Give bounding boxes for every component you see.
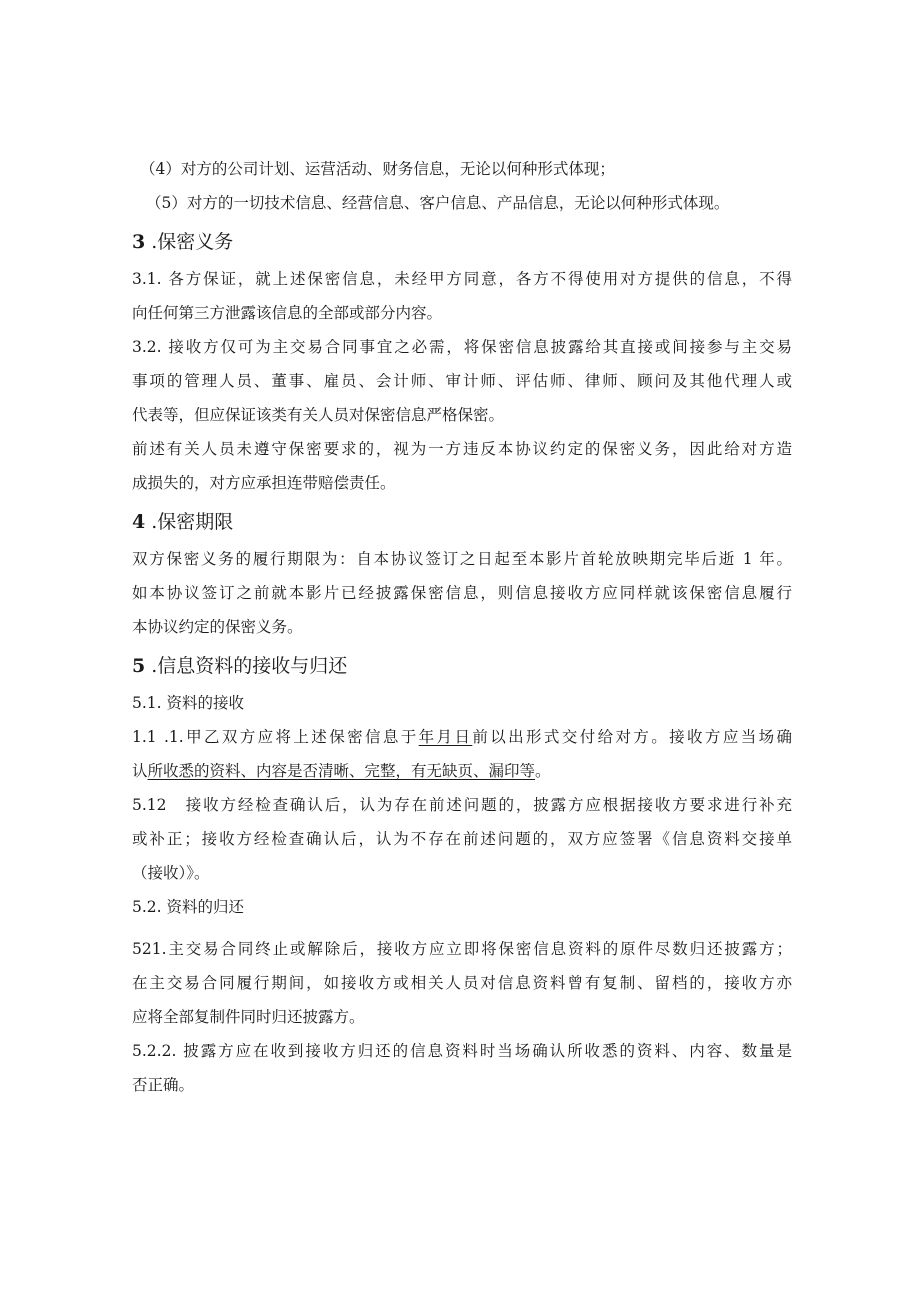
para-5-1-2-line-3: （接收）》。: [132, 864, 210, 882]
para-3-2-line-2: 事项的管理人员、董事、雇员、会计师、审计师、评估师、律师、顾问及其他代理人或: [132, 372, 792, 390]
para-5-2-2-line-2: 否正确。: [132, 1076, 195, 1094]
subsection-5-2: 5.2. 资料的归还: [132, 898, 245, 916]
para-5-2-1-line-2: 在主交易合同履行期间，如接收方或相关人员对信息资料曾有复制、留档的，接收方亦: [132, 974, 792, 992]
section-5-number: 5: [132, 655, 146, 677]
para-5-1-1-text-b: 前以出形式交付给对方。接收方应当场确: [472, 728, 792, 746]
para-5-1-2-line-2: 或补正；接收方经检查确认后，认为不存在前述问题的，双方应签署《信息资料交接单: [132, 830, 792, 848]
para-5-1-1-text-c: 认: [132, 762, 148, 780]
para-5-1-1-text-d: 。: [535, 762, 551, 780]
section-5-title: .信息资料的接收与归还: [151, 655, 348, 677]
date-blank: 年月日: [418, 728, 473, 746]
section-4-heading: [132, 504, 792, 540]
para-5-2-2-line-1: 5.2.2. 披露方应在收到接收方归还的信息资料时当场确认所收悉的资料、内容、数量是: [132, 1042, 792, 1060]
section-4-number: 4: [132, 511, 146, 533]
para-5-1-2-line-1: 5.12 接收方经检查确认后，认为存在前述问题的，披露方应根据接收方要求进行补充: [132, 796, 792, 814]
para-3-1-line-2: 向任何第三方泄露该信息的全部或部分内容。: [132, 304, 443, 322]
para-5-2-1-line-3: 应将全部复制件同时归还披露方。: [132, 1008, 365, 1026]
para-3-3-line-1: 前述有关人员未遵守保密要求的，视为一方违反本协议约定的保密义务，因此给对方造: [132, 440, 792, 458]
item-4: （4）对方的公司计划、运营活动、财务信息，无论以何种形式体现；: [140, 160, 615, 178]
item-5: （5）对方的一切技术信息、经营信息、客户信息、产品信息，无论以何种形式体现。: [146, 194, 730, 212]
para-3-2-line-1: 3.2. 接收方仅可为主交易合同事宜之必需，将保密信息披露给其直接或间接参与主交易: [132, 338, 792, 356]
para-5-1-1-line-1: [132, 720, 792, 754]
para-5-1-1-line-2: [132, 754, 792, 788]
para-4-line-3: 本协议约定的保密义务。: [132, 618, 303, 636]
section-4-title: .保密期限: [151, 511, 234, 533]
spacer: [132, 924, 792, 932]
para-3-1-line-1: 3.1. 各方保证，就上述保密信息，未经甲方同意，各方不得使用对方提供的信息，不得: [132, 270, 792, 288]
section-3-heading: [132, 224, 792, 260]
para-5-1-1-text-a: 1.1 .1.甲乙双方应将上述保密信息于: [132, 728, 419, 746]
para-3-2-line-3: 代表等，但应保证该类有关人员对保密信息严格保密。: [132, 406, 505, 424]
document-body: [132, 152, 792, 1102]
para-3-3-line-2: 成损失的，对方应承担连带赔偿责任。: [132, 474, 396, 492]
section-3-number: 3: [132, 231, 146, 253]
subsection-5-1: 5.1. 资料的接收: [132, 694, 245, 712]
underlined-clause: 所收悉的资料、内容是否清晰、完整，有无缺页、漏印等: [147, 762, 536, 780]
section-3-title: .保密义务: [151, 231, 234, 253]
para-4-line-2: 如本协议签订之前就本影片已经披露保密信息，则信息接收方应同样就该保密信息履行: [132, 584, 792, 602]
section-5-heading: [132, 648, 792, 684]
para-5-2-1-line-1: 521.主交易合同终止或解除后，接收方应立即将保密信息资料的原件尽数归还披露方；: [132, 940, 792, 958]
para-4-line-1: 双方保密义务的履行期限为：自本协议签订之日起至本影片首轮放映期完毕后逝 1 年。: [132, 550, 792, 568]
